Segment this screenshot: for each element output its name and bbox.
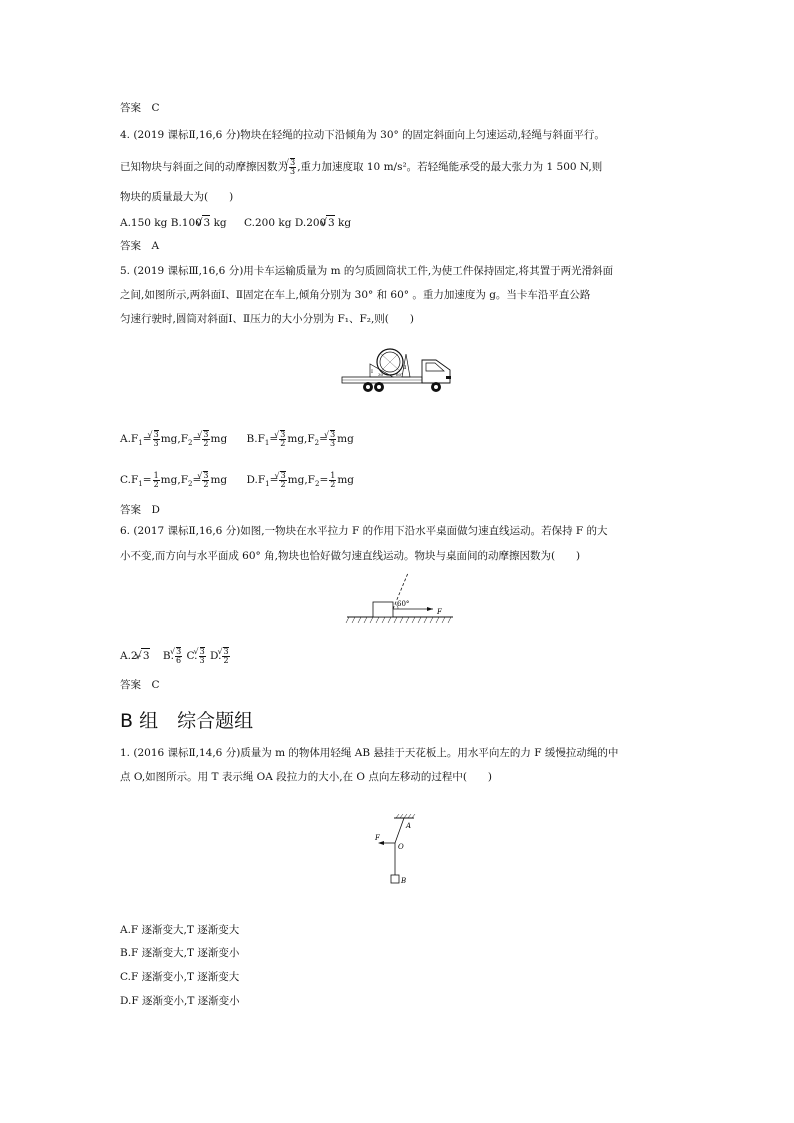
rope-figure: [370, 813, 420, 888]
label-B: B: [401, 877, 407, 885]
q4-mu-fraction: √ $\frac{3}{3}$: [289, 158, 296, 176]
label-force-F: F: [437, 608, 442, 616]
q4-option-a: A.150 kg: [120, 217, 168, 229]
q4-option-c: C.200 kg: [244, 217, 292, 229]
label-slope-2: Ⅱ: [403, 365, 407, 371]
q4-line3: 物块的质量最大为( ): [120, 191, 234, 203]
answer-q5: 答案 D: [120, 504, 160, 516]
label-angle-30: 30°: [378, 372, 386, 377]
q6-option-c: C. √ $\frac{3}{3}$: [187, 650, 207, 662]
q5-line1: 5. (2019 课标Ⅲ,16,6 分)用卡车运输质量为 m 的匀质圆筒状工件,为使工件保持固定,将其置于两光滑斜面: [120, 265, 614, 277]
q5-line3: 匀速行驶时,圆筒对斜面Ⅰ、Ⅱ压力的大小分别为 F₁、F₂,则( ): [120, 313, 414, 325]
q6-option-b: B. √ $\frac{3}{6}$: [163, 650, 183, 662]
section-title: B 组 综合题组: [120, 710, 254, 732]
q6-line2: 小不变,而方向与水平面成 60° 角,物块也恰好做匀速直线运动。物块与桌面间的动摩擦因数为( ): [120, 550, 581, 562]
q5-options-ab: [120, 430, 354, 450]
q4-line2-pre: 已知物块与斜面之间的动摩擦因数为: [120, 161, 288, 173]
q6-option-d: D. √ $\frac{3}{2}$: [210, 650, 231, 662]
q6-options: [120, 647, 231, 665]
label-O: O: [398, 843, 404, 851]
label-angle-60: 60°: [396, 372, 404, 377]
answer-prev: 答案 C: [120, 102, 160, 114]
answer-q6: 答案 C: [120, 679, 160, 691]
truck-figure: [340, 340, 458, 398]
q5-option-d: $D.F_1=$ √ $\frac{3}{2}$ $mg,F_2=$ $\frac{1}{2}$ mg: [247, 474, 355, 486]
b1-line1: 1. (2016 课标Ⅱ,14,6 分)质量为 m 的物体用轻绳 AB 悬挂于天花板上。用水平向左的力 F 缓慢拉动绳的中: [120, 747, 619, 759]
q4-option-b: B.100√ 3 kg: [171, 217, 227, 229]
b1-option-c: C.F 逐渐变小,T 逐渐变大: [120, 971, 240, 983]
q4-option-d: D.200√ 3 kg: [295, 217, 351, 229]
q5-option-a: $A.F_1=$ √ $\frac{3}{3}$ $mg,F_2=$ √ $\frac{3}{2}$ mg: [120, 433, 227, 445]
q6-option-a: A.2-√ 3: [120, 650, 150, 662]
q5-option-b: $B.F_1=$ √ $\frac{3}{2}$ $mg,F_2=$ √ $\frac{3}{3}$ mg: [247, 433, 354, 445]
q5-option-c: $C.F_1=$ $\frac{1}{2}$ $mg,F_2=$ √ $\frac{3}{2}$ mg: [120, 474, 227, 486]
label-A: A: [406, 822, 412, 830]
label-angle-60: 60°: [397, 600, 410, 608]
b1-option-a: A.F 逐渐变大,T 逐渐变大: [120, 924, 240, 936]
q4-line2-post: ,重力加速度取 10 m/s²。若轻绳能承受的最大张力为 1 500 N,则: [297, 161, 603, 173]
b1-option-b: B.F 逐渐变大,T 逐渐变小: [120, 947, 240, 959]
b1-line2: 点 O,如图所示。用 T 表示绳 OA 段拉力的大小,在 O 点向左移动的过程中( ): [120, 771, 493, 783]
q4-line1: 4. (2019 课标Ⅱ,16,6 分)物块在轻绳的拉动下沿倾角为 30° 的固定斜面向上匀速运动,轻绳与斜面平行。: [120, 129, 605, 141]
q5-line2: 之间,如图所示,两斜面Ⅰ、Ⅱ固定在车上,倾角分别为 30° 和 60° 。重力加速度为 g。当卡车沿平直公路: [120, 289, 591, 301]
label-F: F: [375, 834, 380, 842]
q4-line2: [120, 158, 602, 176]
q5-options-cd: [120, 471, 354, 491]
b1-option-d: D.F 逐渐变小,T 逐渐变小: [120, 995, 240, 1007]
q6-line1: 6. (2017 课标Ⅱ,16,6 分)如图,一物块在水平拉力 F 的作用下沿水平桌面做匀速直线运动。若保持 F 的大: [120, 525, 608, 537]
q4-options: [120, 215, 351, 230]
block-figure: [345, 568, 457, 628]
label-slope-1: Ⅰ: [371, 369, 373, 375]
answer-q4: 答案 A: [120, 240, 160, 252]
